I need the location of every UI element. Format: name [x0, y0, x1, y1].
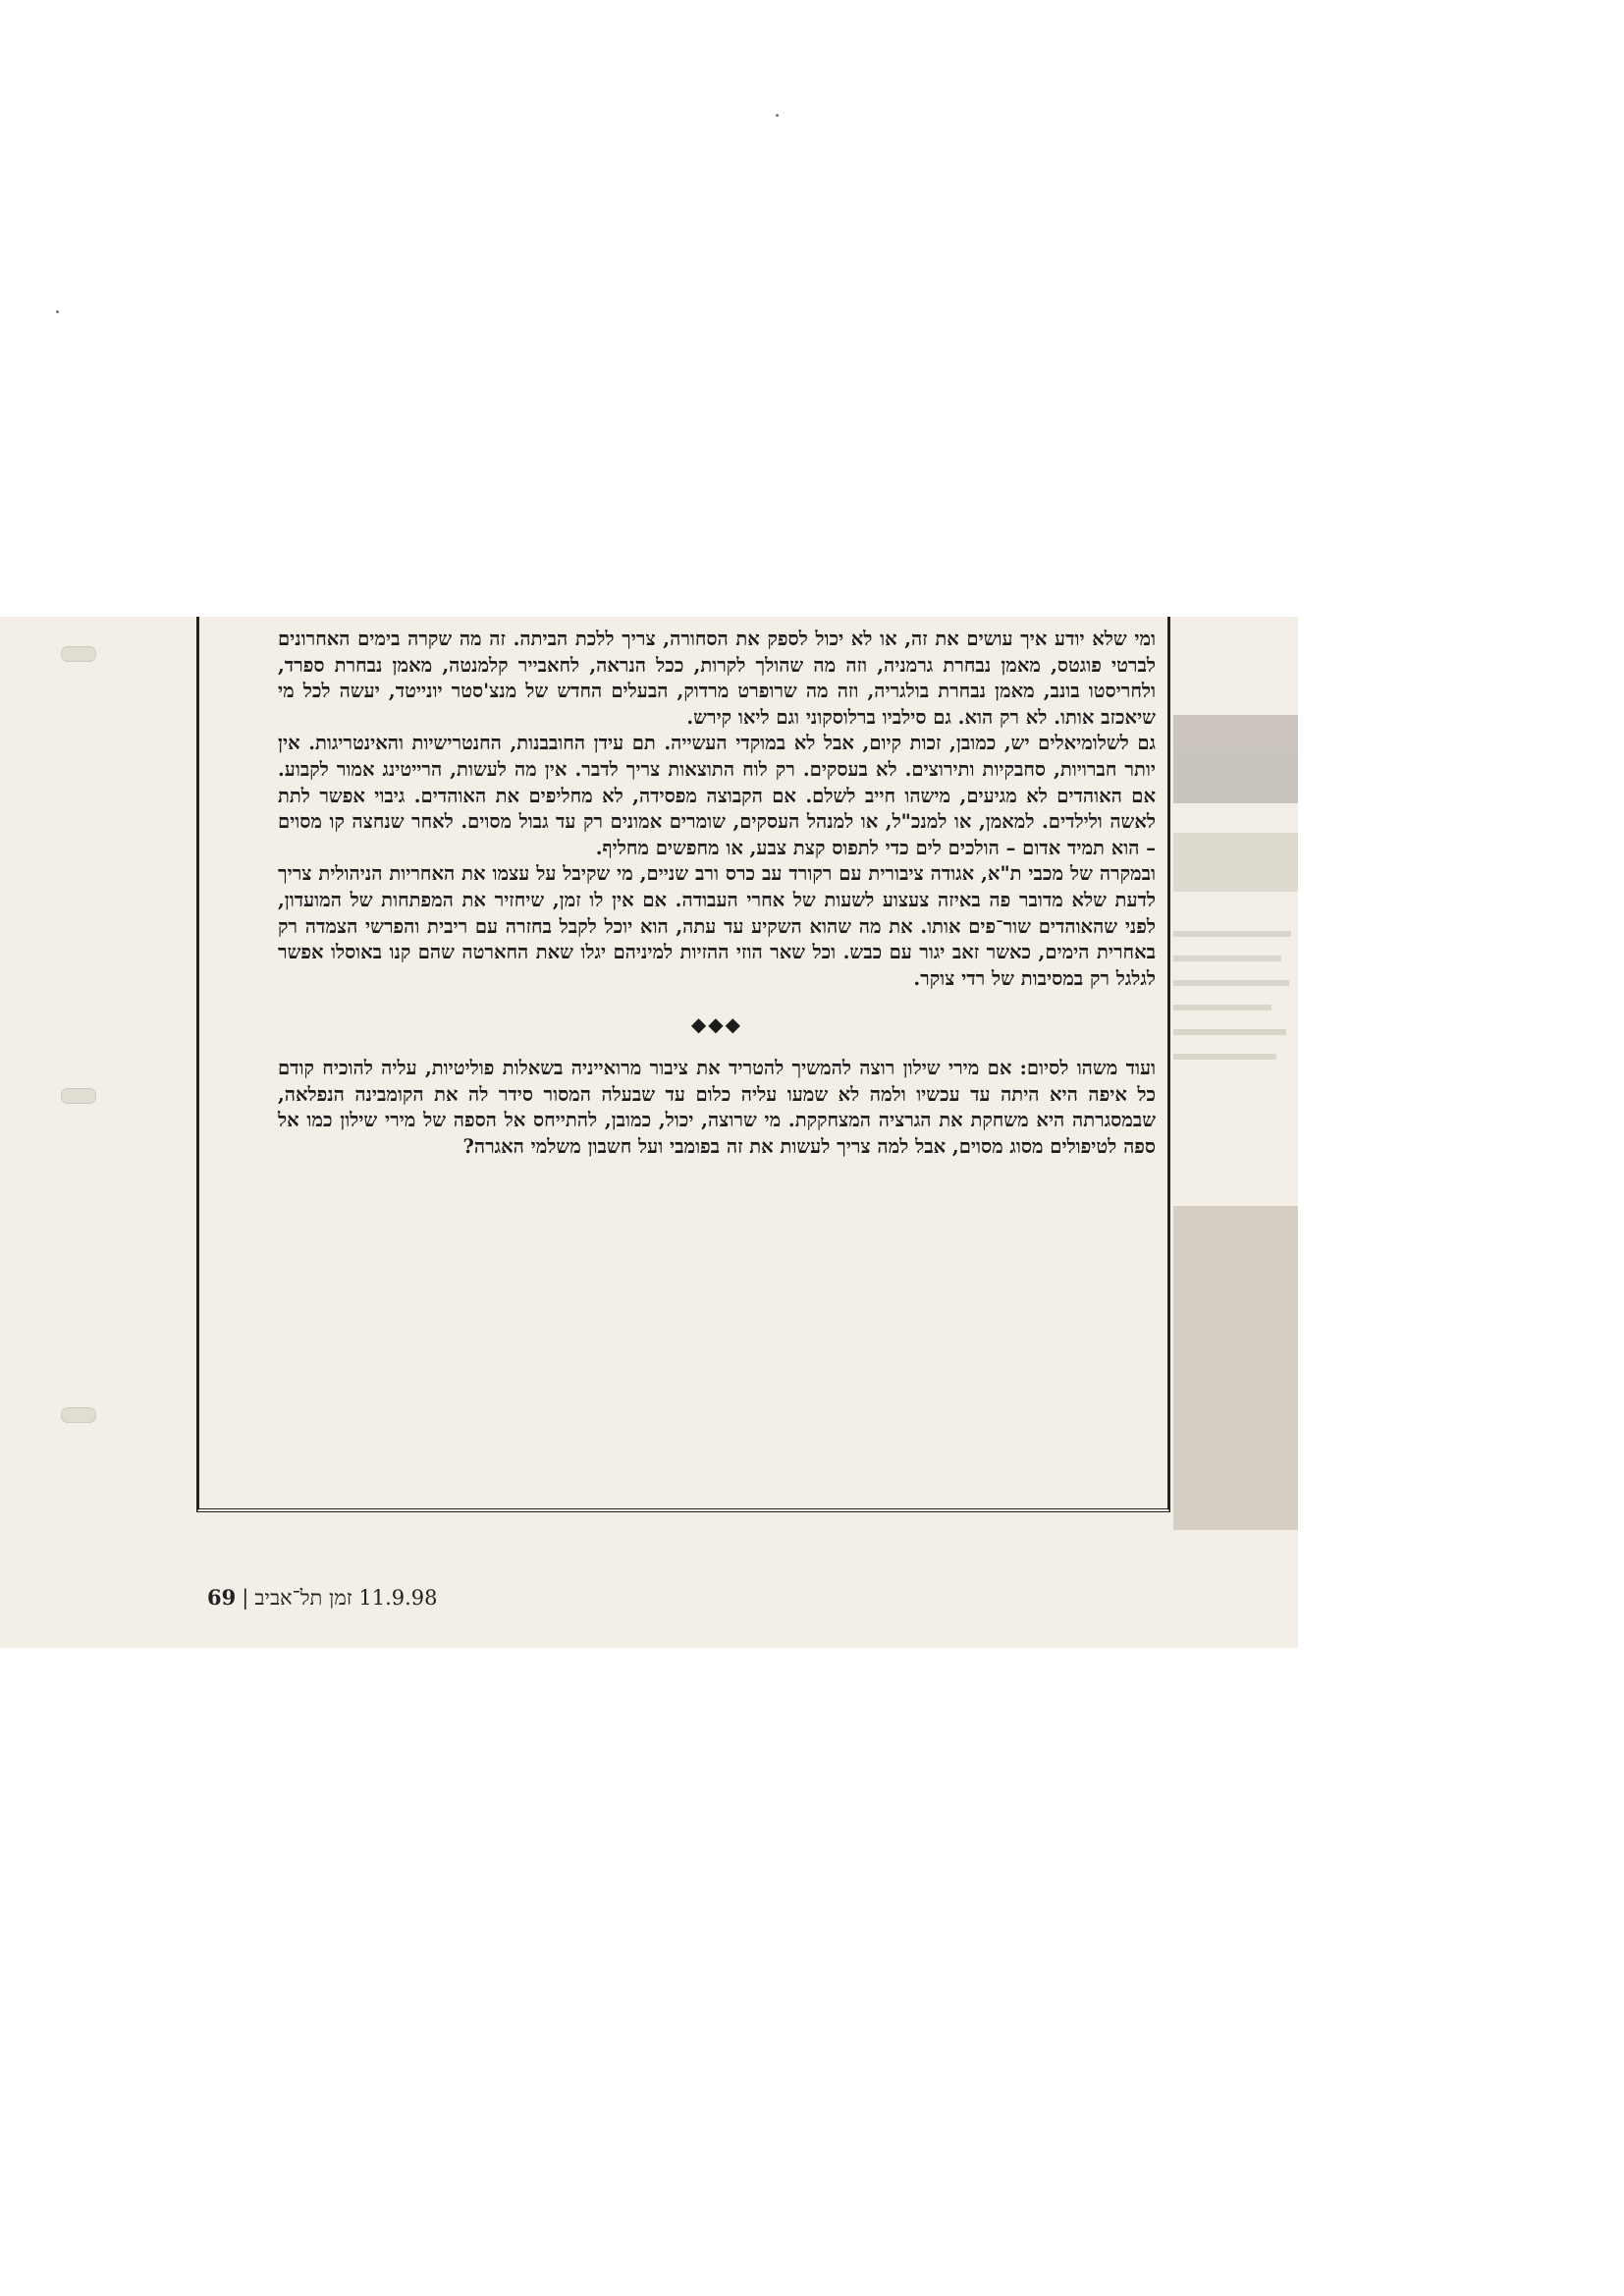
- ghost-subhead-block: [1173, 833, 1298, 892]
- article-body: [278, 627, 1156, 1160]
- punch-hole: [61, 646, 96, 662]
- page-footer: [201, 1585, 438, 1611]
- ghost-photo-block: [1173, 1206, 1298, 1530]
- newspaper-clipping: [0, 617, 1298, 1648]
- reverse-side-show-through: [1173, 715, 1298, 1540]
- closing-paragraph: ועוד משהו לסיום: אם מירי שילון רוצה להמשיך להטריד את ציבור מרואייניה בשאלות פוליטיות, עליה להוכיח קודם כל איפה היא היתה עד עכשיו ולמה לא שמעו עליה כלום עד שבעלה המסור סידר לה את הקומבינה הנפלאה, שבמסגרתה היא משחקת את הגרציה המצחקקת. מי שרוצה, יכול, כמובן, להתייחס אל הספה של מירי שילון כמו אל ספה לטיפולים מסוג מסוים, אבל למה צריך לעשות את זה בפומבי ועל חשבון משלמי האגרה?: [278, 1056, 1156, 1158]
- article-frame: [196, 617, 1170, 1512]
- section-separator: ◆◆◆: [690, 1012, 743, 1037]
- article-paragraph: ובמקרה של מכבי ת"א, אגודה ציבורית עם רקורד עב כרס ורב שניים, מי שקיבל על עצמו את האחריות הניהולית צריך לדעת שלא מדובר פה באיזה צעצוע לשעות של אחרי העבודה. אם אין לו זמן, שיחזיר את המפתחות של המועדון, לפני שהאוהדים שור־פים אותו. את מה שהוא השקיע עד עתה, הוא יוכל לקבל בחזרה עם ריבית והפרשי הצמדה רק באחרית הימים, כאשר זאב יגור עם כבש. וכל שאר הוזי ההזיות למיניהם יגלו שאת החארטה שהם קנו באוסלו אפשר לגלגל רק במסיבות של רדי צוקר.: [278, 862, 1156, 990]
- article-paragraph: גם לשלומיאלים יש, כמובן, זכות קיום, אבל לא במוקדי העשייה. תם עידן החובבנות, החנטרישיות והאינטריגות. אין יותר חברויות, סחבקיות ותירוצים. לא בעסקים. רק לוח התוצאות צריך לדבר. אין מה לעשות, הרייטינג אמור לקבוע. אם האוהדים לא מגיעים, מישהו חייב לשלם. אם הקבוצה מפסידה, לא מחליפים את האוהדים. גיבוי אפשר לתת לאשה ולילדים. למאמן, או למנכ"ל, או למנהל העסקים, שומרים אמונים רק עד גבול מסוים. לאחר שנחצה קו מסוים – הוא תמיד אדום – הולכים לים כדי לתפוס קצת צבע, או מחפשים מחליף.: [278, 732, 1156, 859]
- punch-hole: [61, 1407, 96, 1423]
- footer-publication: זמן תל־אביב: [254, 1586, 352, 1610]
- article-paragraph: ומי שלא יודע איך עושים את זה, או לא יכול לספק את הסחורה, צריך ללכת הביתה. זה מה שקרה בימים האחרונים לברטי פוגטס, מאמן נבחרת גרמניה, וזה מה שהולך לקרות, ככל הנראה, לחאבייר קלמנטה, מאמן נבחרת ספרד, ולחריסטו בונב, מאמן נבחרת בולגריה, וזה מה שרופרט מרדוק, הבעלים החדש של מנצ'סטר יונייטד, יעשה לכל מי שיאכזב אותו. לא רק הוא. גם סילביו ברלוסקוני וגם ליאו קירש.: [278, 628, 1156, 729]
- footer-date: 11.9.98: [358, 1586, 438, 1610]
- page-number: 69: [207, 1585, 237, 1610]
- scan-speck: [776, 114, 779, 117]
- ghost-headline-block: [1173, 715, 1298, 803]
- footer-divider: |: [242, 1586, 249, 1610]
- scan-speck: [56, 310, 59, 313]
- punch-hole: [61, 1088, 96, 1104]
